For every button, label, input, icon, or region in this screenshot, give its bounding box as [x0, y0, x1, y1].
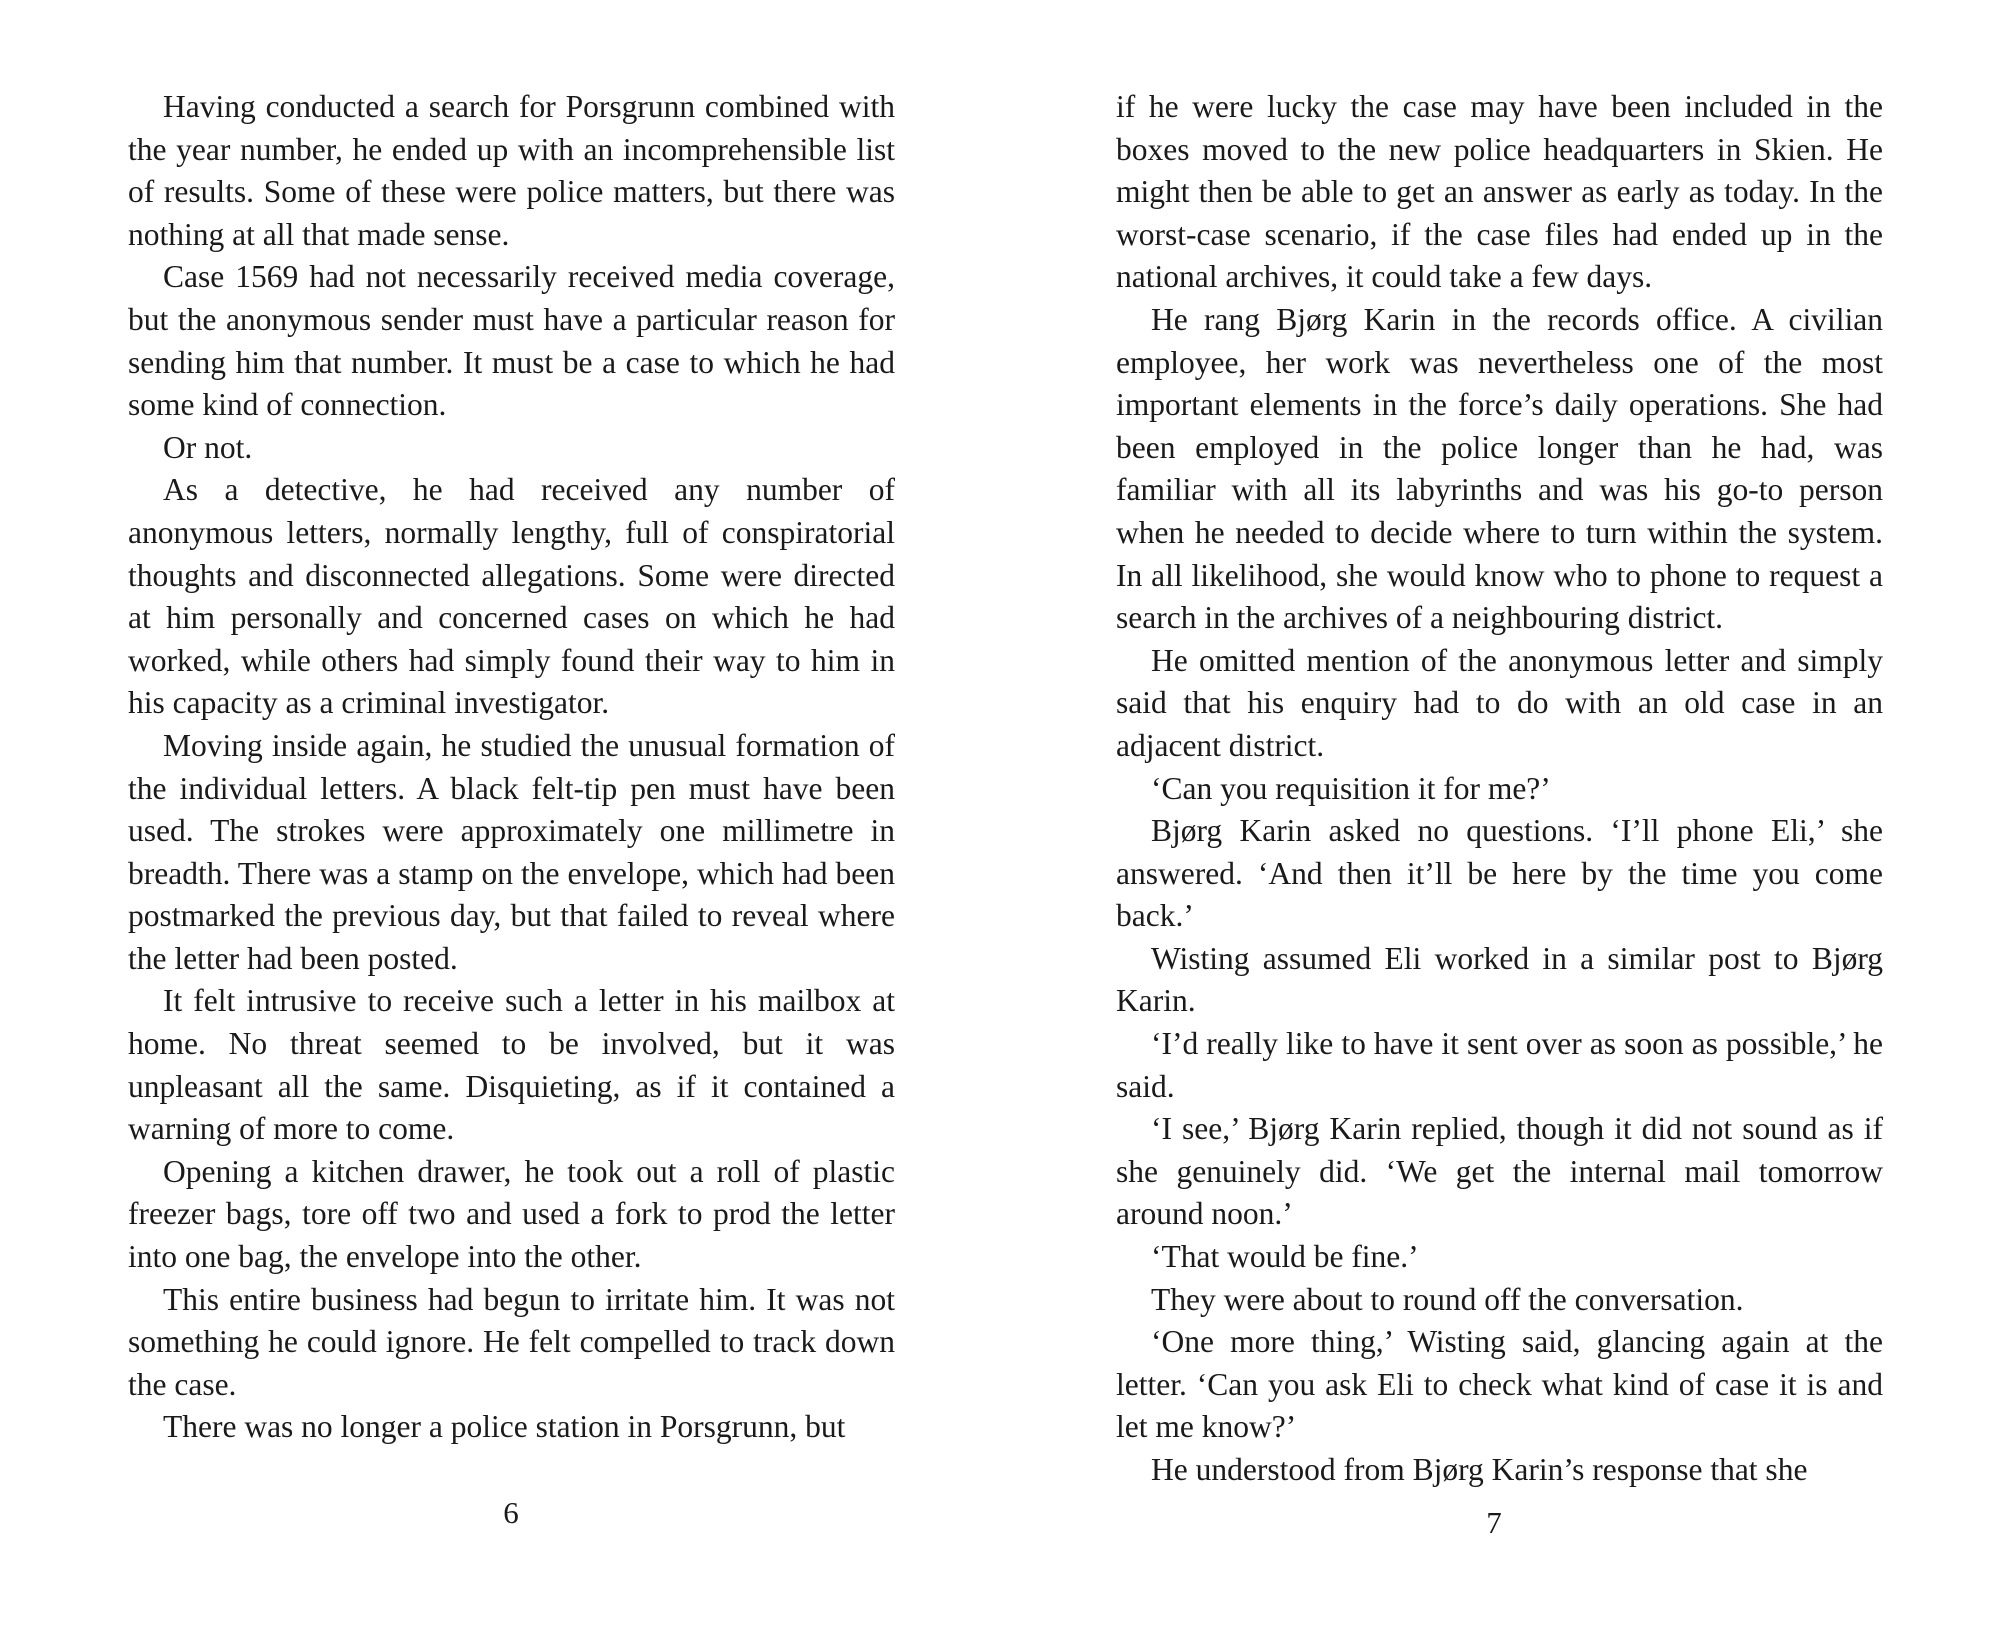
right-page — [1000, 0, 2000, 1632]
paragraph: They were about to round off the conversation. — [1151, 1281, 1744, 1317]
paragraph: Bjørg Karin asked no questions. ‘I’ll phone Eli,’ she answered. ‘And then it’ll be here by the time you come back.’ — [1116, 813, 1883, 934]
paragraph: Opening a kitchen drawer, he took out a roll of plastic freezer bags, tore off two and used a fork to prod the letter into one bag, the envelope into the other. — [128, 1153, 895, 1275]
paragraph: ‘One more thing,’ Wisting said, glancing again at the letter. ‘Can you ask Eli to check what kind of case it is and let me know?’ — [1116, 1324, 1883, 1445]
paragraph: As a detective, he had received any number of anonymous letters, normally lengthy, full of conspiratorial thoughts and disconnected allegations. Some were directed at him personally and concerned cases on which he had worked, while others had simply found their way to him in his capacity as a criminal investigator. — [128, 472, 895, 721]
paragraph: Or not. — [163, 429, 253, 465]
paragraph: He rang Bjørg Karin in the records office. A civilian employee, her work was nevertheless one of the most important elements in the force’s daily operations. She had been employed in the police longer than he had, was familiar with all its labyrinths and was his go-to person when he needed to decide where to turn within the system. In all likelihood, she would know who to phone to request a search in the archives of a neighbouring district. — [1116, 301, 1883, 636]
paragraph: Wisting assumed Eli worked in a similar post to Bjørg Karin. — [1116, 940, 1883, 1019]
paragraph: Moving inside again, he studied the unusual formation of the individual letters. A black felt-tip pen must have been used. The strokes were approximately one millimetre in breadth. There was a stamp on the envelope, which had been postmarked the previous day, but that failed to reveal where the letter had been posted. — [128, 727, 895, 976]
paragraph: He omitted mention of the anonymous letter and simply said that his enquiry had to do with an old case in an adjacent district. — [1116, 642, 1883, 763]
paragraph: Case 1569 had not necessarily received media coverage, but the anonymous sender must have a particular reason for sending him that number. It must be a case to which he had some kind of connection. — [128, 259, 895, 423]
paragraph: This entire business had begun to irritate him. It was not something he could ignore. He felt compelled to track down the case. — [128, 1281, 895, 1402]
paragraph: ‘I’d really like to have it sent over as soon as possible,’ he said. — [1116, 1026, 1883, 1104]
paragraph: ‘That would be fine.’ — [1151, 1239, 1419, 1275]
paragraph: He understood from Bjørg Karin’s response that she — [1151, 1452, 1808, 1487]
page-number: 7 — [1486, 1505, 1502, 1540]
paragraph: It felt intrusive to receive such a letter in his mailbox at home. No threat seemed to be involved, but it was unpleasant all the same. Disquieting, as if it contained a warning of more to come. — [128, 983, 895, 1147]
page-number: 6 — [503, 1495, 519, 1530]
paragraph: ‘I see,’ Bjørg Karin replied, though it did not sound as if she genuinely did. ‘We get the internal mail tomorrow around noon.’ — [1116, 1111, 1883, 1232]
paragraph: Having conducted a search for Porsgrunn combined with the year number, he ended up with an incomprehensible list of results. Some of these were police matters, but there was nothing at all that made sense. — [128, 89, 895, 252]
right-page-body — [1116, 86, 1883, 1492]
paragraph: There was no longer a police station in Porsgrunn, but — [163, 1409, 846, 1445]
left-page-body — [128, 86, 895, 1449]
paragraph: ‘Can you requisition it for me?’ — [1151, 770, 1551, 806]
paragraph: if he were lucky the case may have been included in the boxes moved to the new police headquarters in Skien. He might then be able to get an answer as early as today. In the worst-case scenario, if the case files had ended up in the national archives, it could take a few days. — [1116, 89, 1883, 295]
